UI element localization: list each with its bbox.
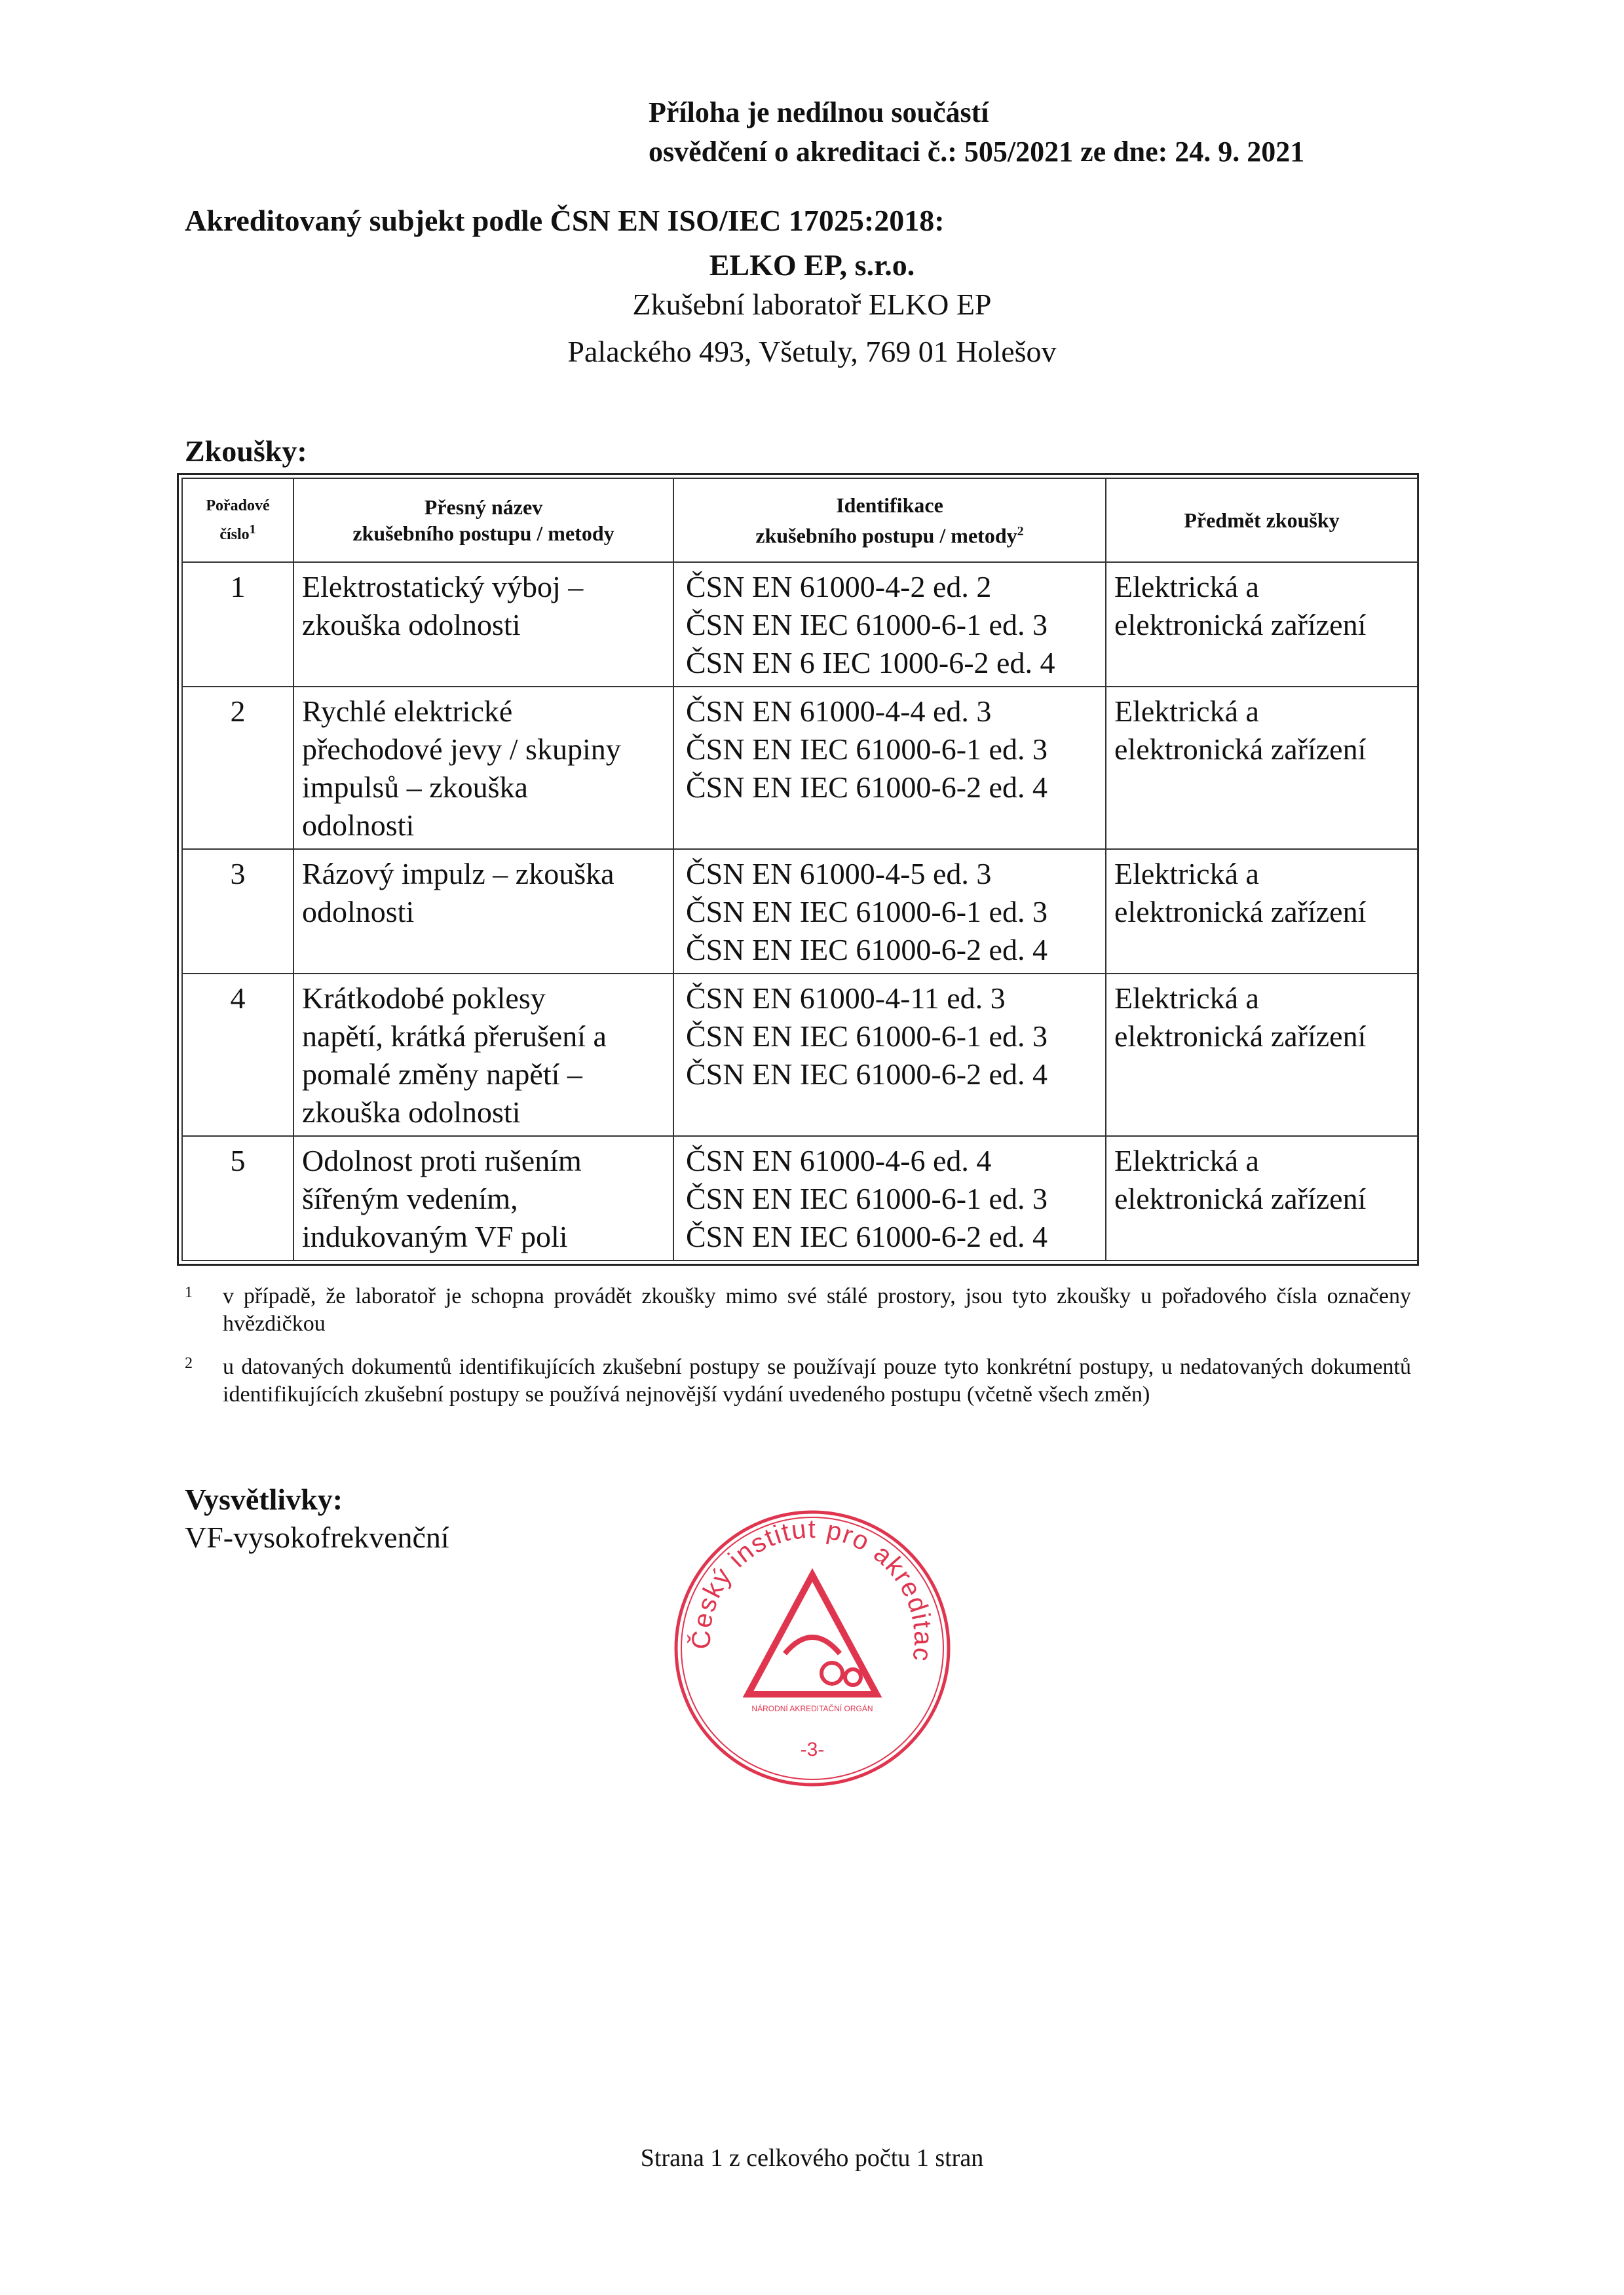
row-method-identification: ČSN EN 61000-4-4 ed. 3 ČSN EN IEC 61000-6-1 ed. 3 ČSN EN IEC 61000-6-2 ed. 4 <box>673 687 1106 849</box>
organization-name: ELKO EP, s.r.o. <box>709 248 915 282</box>
stamp-ring-text: Český institut pro akreditac <box>687 1515 938 1665</box>
row-number: 4 <box>182 974 293 1136</box>
row-number: 5 <box>182 1136 293 1261</box>
column-header-name: Přesný název zkušebního postupu / metody <box>293 478 673 562</box>
tests-table-frame <box>177 473 1419 1266</box>
row-method-identification: ČSN EN 61000-4-2 ed. 2 ČSN EN IEC 61000-6-1 ed. 3 ČSN EN 6 IEC 1000-6-2 ed. 4 <box>673 562 1106 687</box>
table-row <box>182 562 1418 687</box>
row-number: 3 <box>182 849 293 974</box>
footnote-text: u datovaných dokumentů identifikujících zkušební postupy se používají pouze tyto konkrétní postupy, u nedatovaných dokumentů identifikujících zkušební postupy se používá nejnovější vydání uvedeného postupu (včetně všech změn) <box>223 1355 1411 1407</box>
row-method-name: Krátkodobé poklesy napětí, krátká přerušení a pomalé změny napětí – zkouška odolnosti <box>293 974 673 1136</box>
footnote-2 <box>185 1354 1411 1409</box>
table-row <box>182 974 1418 1136</box>
accreditation-stamp <box>668 1504 956 1792</box>
table-row <box>182 1136 1418 1261</box>
table-row <box>182 849 1418 974</box>
laboratory-name: Zkušební laboratoř ELKO EP <box>632 288 992 321</box>
column-header-identification: Identifikace zkušebního postupu / metody$^2$ <box>673 478 1106 562</box>
footnote-1 <box>185 1283 1411 1338</box>
row-test-subject: Elektrická a elektronická zařízení <box>1106 562 1418 687</box>
footnote-text: v případě, že laboratoř je schopna provádět zkoušky mimo své stálé prostory, jsou tyto zkoušky u pořadového čísla označeny hvězdičkou <box>223 1284 1411 1336</box>
stamp-inner-text: NÁRODNÍ AKREDITAČNÍ ORGÁN <box>751 1704 873 1713</box>
footnote-mark: 2 <box>185 1355 193 1372</box>
annex-line-2: osvědčení o akreditaci č.: 505/2021 ze dne: 24. 9. 2021 <box>649 136 1305 168</box>
row-method-identification: ČSN EN 61000-4-6 ed. 4 ČSN EN IEC 61000-6-1 ed. 3 ČSN EN IEC 61000-6-2 ed. 4 <box>673 1136 1106 1261</box>
column-header-subject: Předmět zkoušky <box>1106 478 1418 562</box>
tests-table <box>181 478 1418 1261</box>
row-test-subject: Elektrická a elektronická zařízení <box>1106 849 1418 974</box>
legend-title: Vysvětlivky: <box>185 1483 343 1516</box>
accredited-subject-title: Akreditovaný subjekt podle ČSN EN ISO/IEC 17025:2018: <box>185 204 945 237</box>
row-method-name: Rázový impulz – zkouška odolnosti <box>293 849 673 974</box>
tests-table-body <box>182 562 1418 1261</box>
page-footer: Strana 1 z celkového počtu 1 stran <box>640 2144 984 2172</box>
annex-note <box>649 93 1304 172</box>
row-method-name: Elektrostatický výboj – zkouška odolnosti <box>293 562 673 687</box>
tests-heading: Zkoušky: <box>185 434 307 468</box>
footnote-mark: 1 <box>185 1284 193 1301</box>
row-method-identification: ČSN EN 61000-4-11 ed. 3 ČSN EN IEC 61000-6-1 ed. 3 ČSN EN IEC 61000-6-2 ed. 4 <box>673 974 1106 1136</box>
row-method-name: Odolnost proti rušením šířeným vedením, indukovaným VF poli <box>293 1136 673 1261</box>
stamp-number: -3- <box>800 1739 825 1760</box>
laboratory-address: Palackého 493, Všetuly, 769 01 Holešov <box>567 335 1057 368</box>
column-header-number: Pořadové číslo$^1$ <box>182 478 293 562</box>
row-test-subject: Elektrická a elektronická zařízení <box>1106 687 1418 849</box>
row-method-name: Rychlé elektrické přechodové jevy / skupiny impulsů – zkouška odolnosti <box>293 687 673 849</box>
stamp-seal-icon <box>668 1504 956 1792</box>
row-method-identification: ČSN EN 61000-4-5 ed. 3 ČSN EN IEC 61000-6-1 ed. 3 ČSN EN IEC 61000-6-2 ed. 4 <box>673 849 1106 974</box>
legend-item: VF-vysokofrekvenční <box>185 1521 449 1554</box>
row-number: 1 <box>182 562 293 687</box>
annex-line-1: Příloha je nedílnou součástí <box>649 96 989 128</box>
row-test-subject: Elektrická a elektronická zařízení <box>1106 974 1418 1136</box>
table-row <box>182 687 1418 849</box>
row-number: 2 <box>182 687 293 849</box>
table-header-row <box>182 478 1418 562</box>
row-test-subject: Elektrická a elektronická zařízení <box>1106 1136 1418 1261</box>
